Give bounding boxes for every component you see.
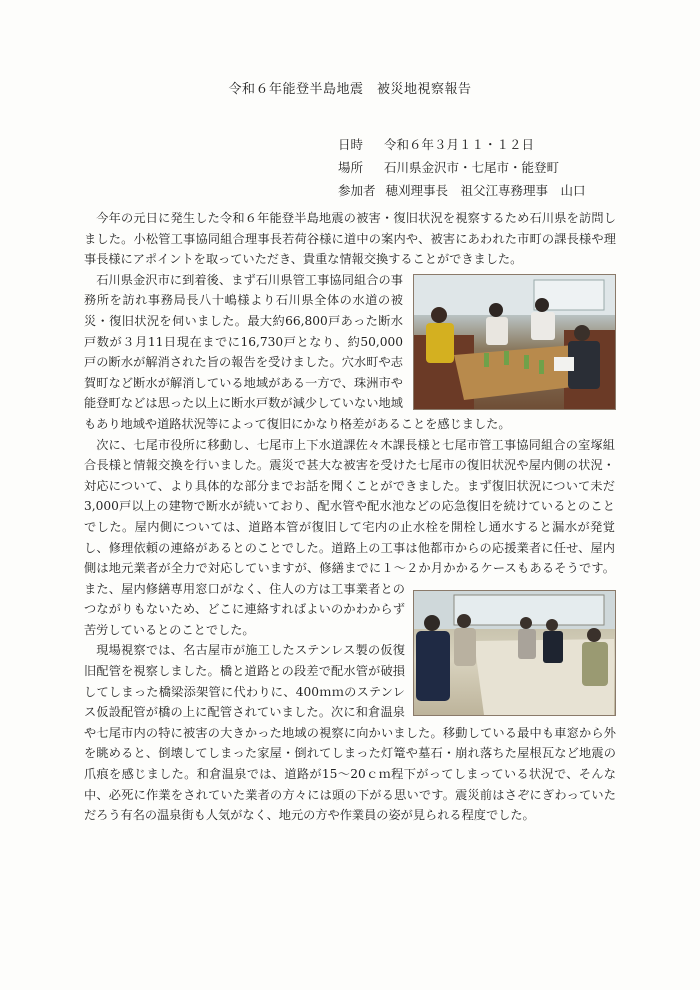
meeting-photo-kanazawa-image [414,275,615,409]
photo-wrap-spacer [615,435,616,588]
meta-place-row [338,156,586,179]
meta-date-label: 日時 [338,137,364,152]
meeting-photo-nanao [413,590,616,716]
paragraph-nanao: 次に、七尾市役所に移動し、七尾市上下水道課佐々木課長様と七尾市管工事協同組合の室塚組合長様と情報交換を行いました。震災で甚大な被害を受けた七尾市の復旧状況や屋内側の状況・対応について、より具体的な部分までお話を聞くことができました。まず復旧状況について未だ3,000戸以上の建物で断水が続いており、配水管や配水池などの応急復旧を続けているとのことでした。屋内側については、道路本管が復旧して宅内の止水栓を開栓し通水すると漏水が発覚し、修理依頼の連絡があるとのことでした。道路上の工事は他都市からの応援業者に任せ、屋内側は地元業者が全力で対応していますが、修繕までに１～２か月かかるケースもあるそうです。また、屋内修繕専用窓口がなく、住人の方は工事業者とのつながりもないため、どこに連絡すればよいのかわからず苦労しているとのことでした。 [84,437,615,637]
meta-participants-row [338,179,586,202]
meta-date-row [338,133,586,156]
paragraph-kanazawa: 石川県金沢市に到着後、まず石川県管工事協同組合の事務所を訪れ事務局長八十嶋様より石川県全体の水道の被災・復旧状況を伺いました。最大約66,800戸あった断水戸数が３月11日現在までに16,730戸となり、約50,000戸の断水が解消された旨の報告を受けました。穴水町や志賀町など断水が解消している地域がある一方で、珠洲市や能登町などは思った以上に断水戸数が減少していない地域もあり地域や道路状況等によって復旧にかなり格差があることを感じました。 [84,272,511,431]
report-body [84,208,616,826]
meeting-photo-nanao-image [414,591,615,715]
report-meta [338,133,586,202]
meta-place-label: 場所 [338,160,364,175]
paragraph-site-visit: 現場視察では、名古屋市が施工したステンレス製の仮復旧配管を視察しました。橋と道路との段差で配水管が破損してしまった橋梁添架管に代わりに、400ｍｍのステンレス仮設配管が橋の上に配管されていました。次に和倉温泉や七尾市内の特に被害の大きかった地域の視察に向かいました。移動している最中も車窓から外を眺めると、倒壊してしまった家屋・倒れてしまった灯篭や墓石・崩れ落ちた屋根瓦など地震の爪痕を感じました。和倉温泉では、道路が15～20ｃｍ程下がってしまっている状況で、そんな中、必死に作業をされていた業者の方々には頭の下がる思いです。震災前はさぞにぎわっていただろう有名の温泉街も人気がなく、地元の方や作業員の姿が見られる程度でした。 [84,643,616,823]
meta-participants-value: 穂刈理事長 祖父江専務理事 山口 [385,183,586,198]
meta-participants-label: 参加者 [338,183,376,198]
meeting-photo-kanazawa [413,274,616,410]
report-title: 令和６年能登半島地震 被災地視察報告 [228,82,472,97]
meta-place-value: 石川県金沢市・七尾市・能登町 [384,160,560,175]
meta-date-value: 令和６年３月１１・１２日 [384,137,535,152]
paragraph-intro: 今年の元日に発生した令和６年能登半島地震の被害・復旧状況を視察するため石川県を訪問しました。小松管工事協同組合理事長若荷谷様に道中の案内や、被害にあわれた市町の課長様や理事長様にアポイントを取っていただき、貴重な情報交換することができました。 [84,211,616,267]
